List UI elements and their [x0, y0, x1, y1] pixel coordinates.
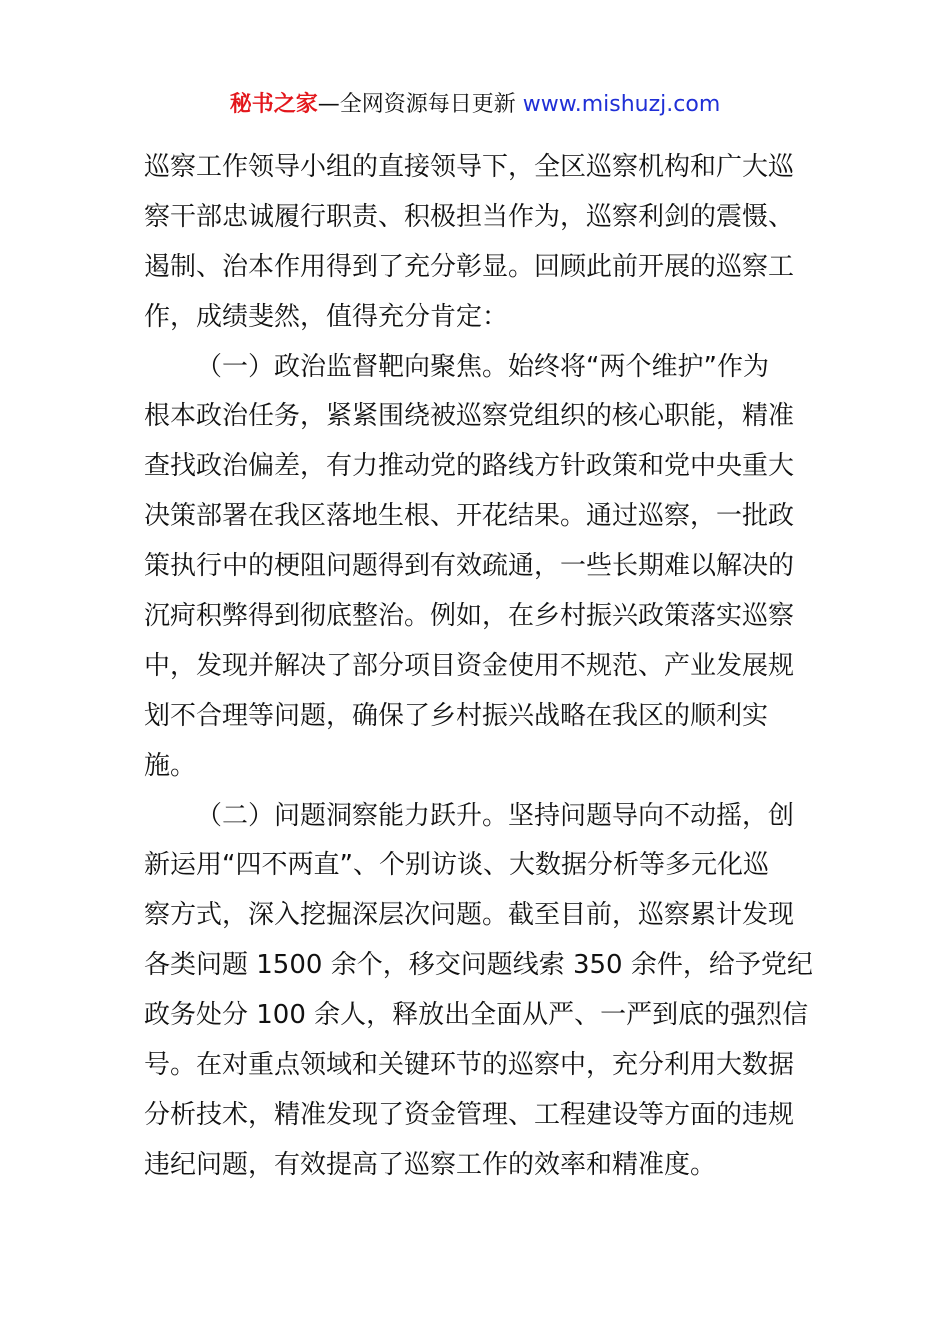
text-line: 查找政治偏差，有力推动党的路线方针政策和党中央重大 — [144, 451, 795, 482]
text-line: 中，发现并解决了部分项目资金使用不规范、产业发展规 — [144, 650, 795, 681]
text-line: 号。在对重点领域和关键环节的巡察中，充分利用大数据 — [144, 1050, 795, 1081]
text-line: 根本政治任务，紧紧围绕被巡察党组织的核心职能，精准 — [144, 401, 795, 432]
text-line: 违纪问题，有效提高了巡察工作的效率和精准度。 — [144, 1149, 717, 1180]
header-site-link[interactable]: www.mishuzj.com — [522, 92, 721, 117]
text-line: 新运用“四不两直”、个别访谈、大数据分析等多元化巡 — [144, 850, 769, 881]
header-brand: 秘书之家 — [229, 92, 318, 117]
watermark-header — [0, 88, 950, 122]
text-line: 各类问题 1500 余个，移交问题线索 350 余件，给予党纪 — [144, 950, 813, 981]
section-heading-line: （一）政治监督靶向聚焦。始终将“两个维护”作为 — [196, 351, 769, 382]
text-line: 决策部署在我区落地生根、开花结果。通过巡察，一批政 — [144, 501, 795, 532]
text-line: 分析技术，精准发现了资金管理、工程建设等方面的违规 — [144, 1099, 795, 1130]
text-line: 作，成绩斐然，值得充分肯定： — [144, 301, 509, 332]
text-line: 策执行中的梗阻问题得到有效疏通，一些长期难以解决的 — [144, 551, 795, 582]
header-tagline: —全网资源每日更新 — [317, 92, 523, 117]
text-line: 察方式，深入挖掘深层次问题。截至目前，巡察累计发现 — [144, 900, 795, 931]
text-line: 沉疴积弊得到彻底整治。例如，在乡村振兴政策落实巡察 — [144, 601, 795, 632]
text-line: 遏制、治本作用得到了充分彰显。回顾此前开展的巡察工 — [144, 251, 795, 282]
text-line: 施。 — [144, 750, 197, 781]
section-heading-line: （二）问题洞察能力跃升。坚持问题导向不动摇，创 — [196, 800, 795, 831]
document-body — [144, 143, 813, 1191]
text-line: 政务处分 100 余人，释放出全面从严、一严到底的强烈信 — [144, 1000, 809, 1031]
text-line: 察干部忠诚履行职责、积极担当作为，巡察利剑的震慑、 — [144, 201, 795, 232]
text-line: 巡察工作领导小组的直接领导下，全区巡察机构和广大巡 — [144, 152, 795, 182]
text-line: 划不合理等问题，确保了乡村振兴战略在我区的顺利实 — [144, 700, 769, 731]
